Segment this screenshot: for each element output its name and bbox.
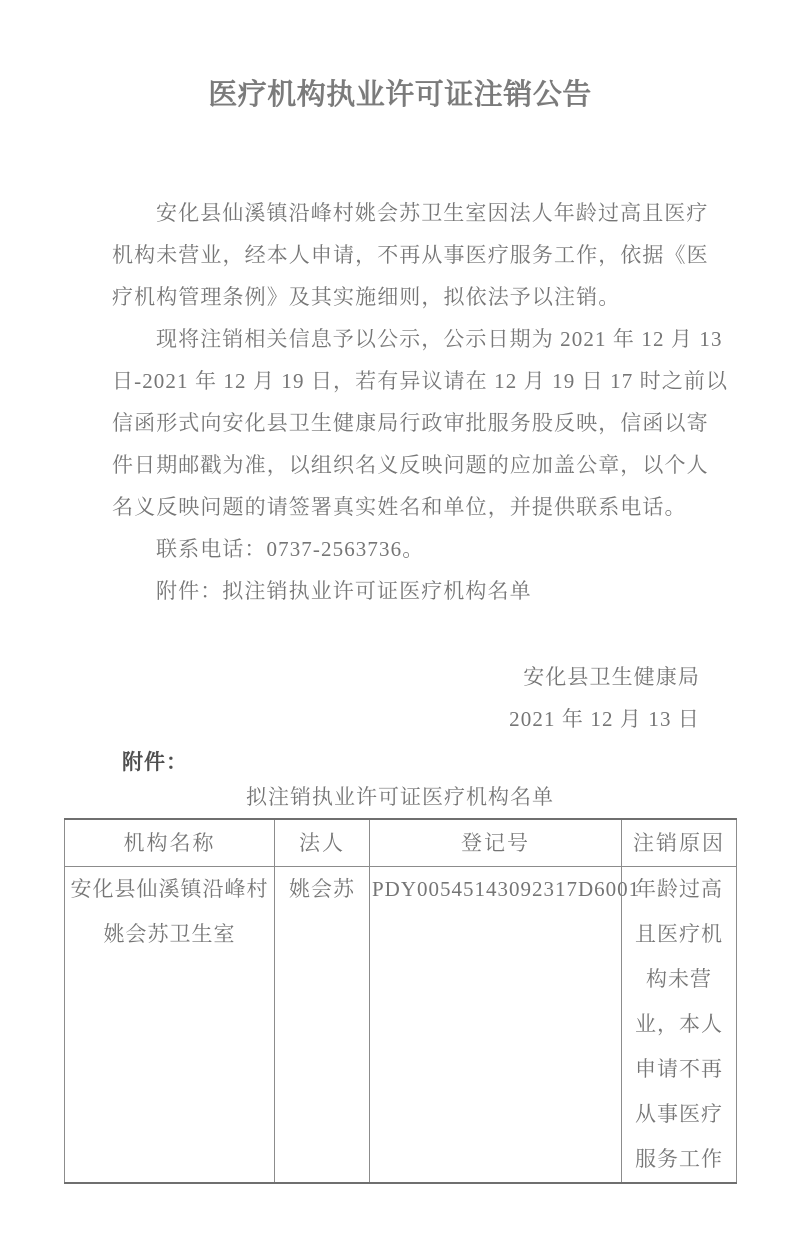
attachment-note-line: 附件：拟注销执业许可证医疗机构名单 <box>156 579 532 603</box>
issue-date: 2021 年 12 月 13 日 <box>509 707 700 731</box>
header-legal-person: 法人 <box>275 819 370 867</box>
paragraph-2 <box>112 318 729 528</box>
notice-body <box>0 192 800 612</box>
cell-legal-person: 姚会苏 <box>275 867 370 1184</box>
header-cancel-reason: 注销原因 <box>622 819 737 867</box>
header-registration-no: 登记号 <box>370 819 622 867</box>
cell-registration-no: PDY00545143092317D6001 <box>370 867 622 1184</box>
page-title: 医疗机构执业许可证注销公告 <box>208 79 592 111</box>
table-title: 拟注销执业许可证医疗机构名单 <box>246 785 554 809</box>
paragraph-line: 名义反映问题的请签署真实姓名和单位，并提供联系电话。 <box>112 495 687 519</box>
paragraph-line: 疗机构管理条例》及其实施细则，拟依法予以注销。 <box>112 285 621 309</box>
paragraph-line: 安化县仙溪镇沿峰村姚会苏卫生室因法人年龄过高且医疗 <box>156 201 709 225</box>
table-header-row <box>65 819 737 867</box>
paragraph-line: 日-2021 年 12 月 19 日，若有异议请在 12 月 19 日 17 时之前以 <box>112 369 729 393</box>
attachment-label: 附件： <box>122 751 188 774</box>
table-row <box>65 867 737 1184</box>
header-org-name: 机构名称 <box>65 819 275 867</box>
paragraph-1 <box>112 192 709 318</box>
signature-block <box>0 656 800 740</box>
cell-cancel-reason: 年龄过高且医疗机构未营业，本人申请不再从事医疗服务工作 <box>622 867 737 1184</box>
contact-phone-line: 联系电话：0737-2563736。 <box>156 537 425 561</box>
paragraph-line: 机构未营业，经本人申请，不再从事医疗服务工作，依据《医 <box>112 243 709 267</box>
issuing-authority: 安化县卫生健康局 <box>523 665 700 689</box>
paragraph-line: 现将注销相关信息予以公示，公示日期为 2021 年 12 月 13 <box>156 327 723 351</box>
cancellation-roster-table <box>64 818 737 1184</box>
paragraph-line: 件日期邮戳为准，以组织名义反映问题的应加盖公章，以个人 <box>112 453 709 477</box>
paragraph-line: 信函形式向安化县卫生健康局行政审批服务股反映，信函以寄 <box>112 411 709 435</box>
cell-org-name: 安化县仙溪镇沿峰村姚会苏卫生室 <box>65 867 275 1184</box>
